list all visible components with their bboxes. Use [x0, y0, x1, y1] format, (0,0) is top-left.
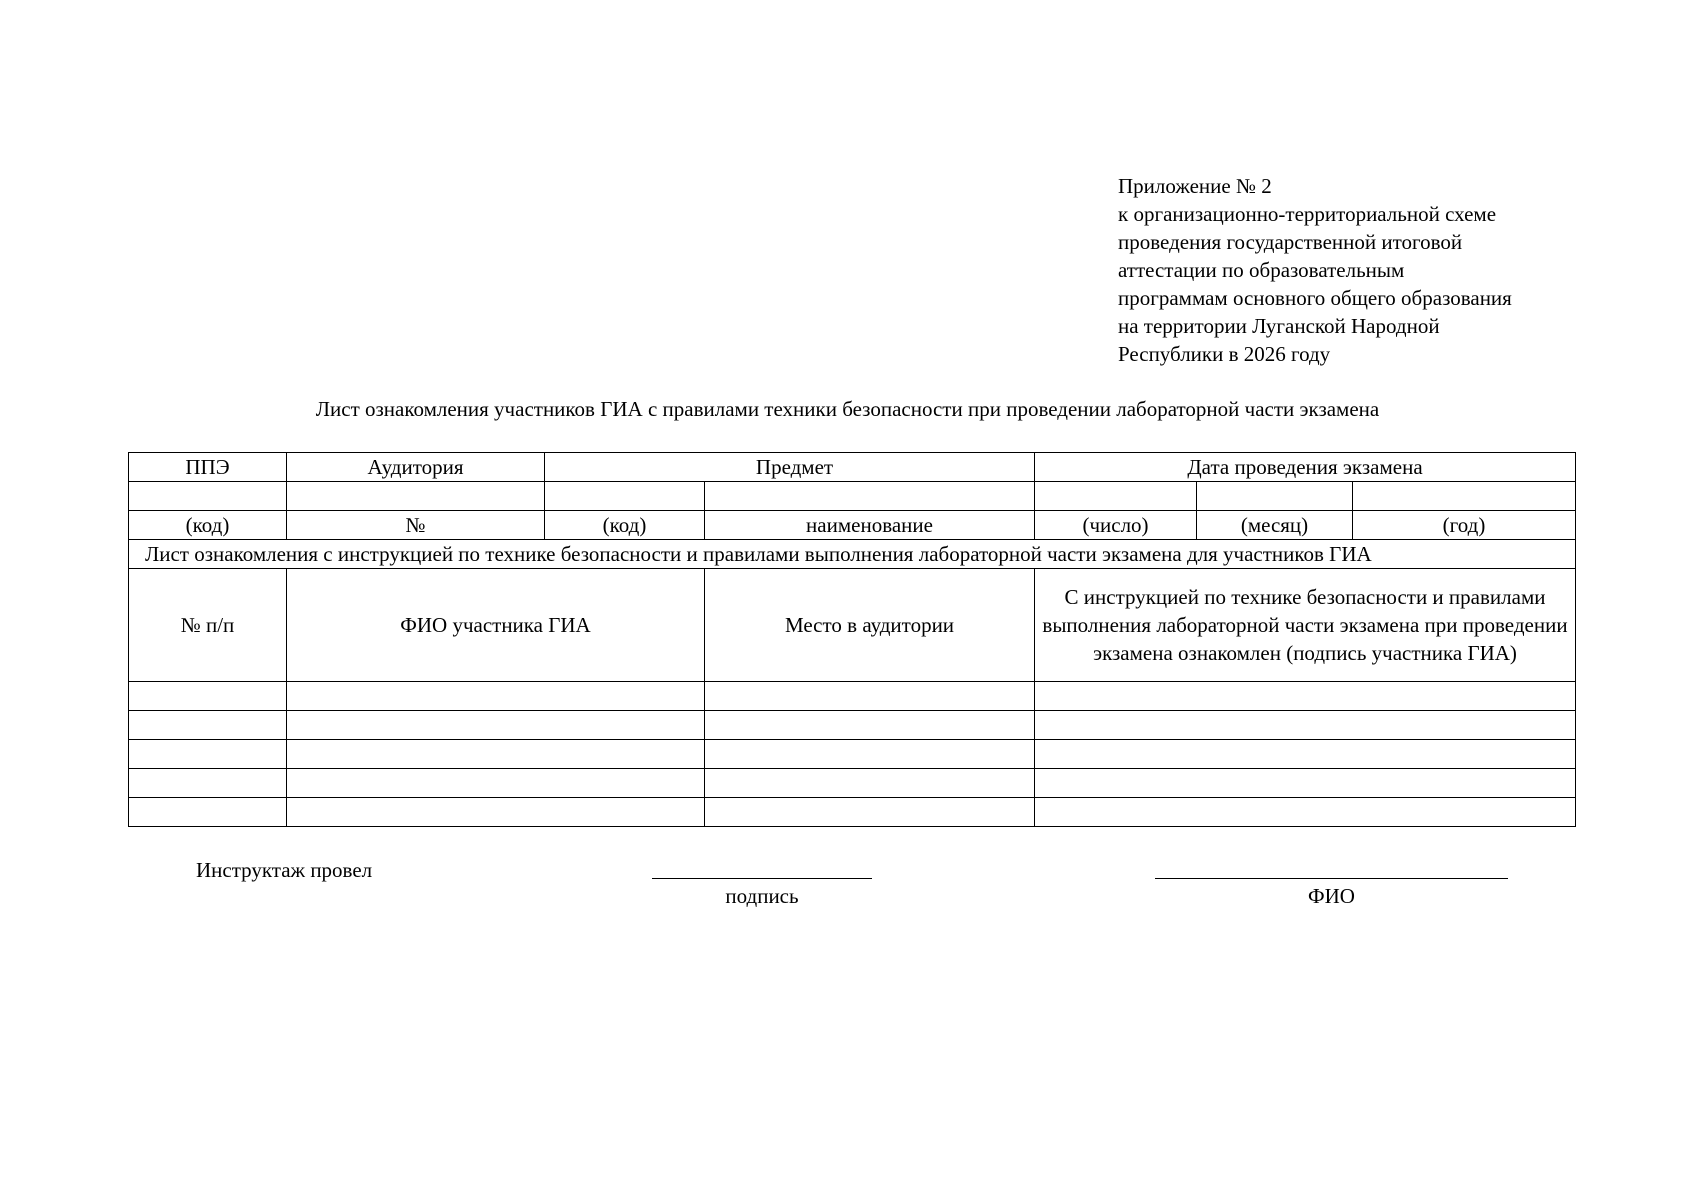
subject-code-cell[interactable] [545, 482, 705, 511]
seat-cell[interactable] [705, 769, 1035, 798]
seat-cell[interactable] [705, 798, 1035, 827]
full-name-cell[interactable] [287, 682, 705, 711]
sheet-title [0, 395, 1697, 423]
participant-columns-row [129, 569, 1576, 682]
signature-line[interactable] [652, 878, 872, 879]
table-row [129, 740, 1576, 769]
full-name-cell[interactable] [287, 711, 705, 740]
auditorium-header: Аудитория [287, 453, 545, 482]
appendix-line: к организационно-территориальной схеме [1118, 202, 1497, 226]
row-number-cell[interactable] [129, 711, 287, 740]
appendix-header [1118, 172, 1512, 368]
subject-name-cell[interactable] [705, 482, 1035, 511]
table-row [129, 769, 1576, 798]
table-row [129, 798, 1576, 827]
seat-cell[interactable] [705, 711, 1035, 740]
exam-day-caption: (число) [1035, 511, 1197, 540]
ppe-code-caption: (код) [129, 511, 287, 540]
signature-cell[interactable] [1035, 740, 1576, 769]
name-line[interactable] [1155, 878, 1508, 879]
exam-month-caption: (месяц) [1197, 511, 1353, 540]
seat-cell[interactable] [705, 682, 1035, 711]
seat-column-header: Место в аудитории [705, 569, 1035, 682]
appendix-line: Приложение № 2 [1118, 174, 1272, 198]
exam-date-header: Дата проведения экзамена [1035, 453, 1576, 482]
caption-row [129, 511, 1576, 540]
ppe-header: ППЭ [129, 453, 287, 482]
section-title-row [129, 540, 1576, 569]
full-name-column-header: ФИО участника ГИА [287, 569, 705, 682]
auditorium-number-cell[interactable] [287, 482, 545, 511]
subject-header: Предмет [545, 453, 1035, 482]
exam-year-caption: (год) [1353, 511, 1576, 540]
name-caption: ФИО [1308, 884, 1355, 908]
acknowledgement-table [128, 452, 1576, 827]
form-input-row [129, 482, 1576, 511]
subject-name-caption: наименование [705, 511, 1035, 540]
acknowledgement-column-header: С инструкцией по технике безопасности и правилами выполнения лабораторной части экзамена при проведении экзамена ознакомлен (подпись участника ГИА) [1035, 569, 1576, 682]
number-column-header: № п/п [129, 569, 287, 682]
full-name-cell[interactable] [287, 740, 705, 769]
row-number-cell[interactable] [129, 769, 287, 798]
full-name-cell[interactable] [287, 769, 705, 798]
row-number-cell[interactable] [129, 682, 287, 711]
seat-cell[interactable] [705, 740, 1035, 769]
table-row [129, 711, 1576, 740]
subject-code-caption: (код) [545, 511, 705, 540]
appendix-line: Республики в 2026 году [1118, 342, 1331, 366]
signature-caption: подпись [725, 884, 799, 908]
exam-month-cell[interactable] [1197, 482, 1353, 511]
auditorium-number-caption: № [287, 511, 545, 540]
appendix-line: на территории Луганской Народной [1118, 314, 1440, 338]
exam-year-cell[interactable] [1353, 482, 1576, 511]
section-title: Лист ознакомления с инструкцией по технике безопасности и правилами выполнения лабораторной части экзамена для участников ГИА [129, 540, 1576, 569]
appendix-line: программам основного общего образования [1118, 286, 1512, 310]
table-header-row [129, 453, 1576, 482]
appendix-line: проведения государственной итоговой [1118, 230, 1463, 254]
ppe-code-cell[interactable] [129, 482, 287, 511]
appendix-line: аттестации по образовательным [1118, 258, 1405, 282]
sheet-title-text: Лист ознакомления участников ГИА с правилами техники безопасности при проведении лабораторной части экзамена [315, 397, 1380, 421]
row-number-cell[interactable] [129, 798, 287, 827]
signature-cell[interactable] [1035, 711, 1576, 740]
full-name-cell[interactable] [287, 798, 705, 827]
signature-cell[interactable] [1035, 682, 1576, 711]
table-row [129, 682, 1576, 711]
signature-cell[interactable] [1035, 798, 1576, 827]
exam-day-cell[interactable] [1035, 482, 1197, 511]
row-number-cell[interactable] [129, 740, 287, 769]
signature-cell[interactable] [1035, 769, 1576, 798]
instructed-by-label: Инструктаж провел [196, 858, 373, 882]
